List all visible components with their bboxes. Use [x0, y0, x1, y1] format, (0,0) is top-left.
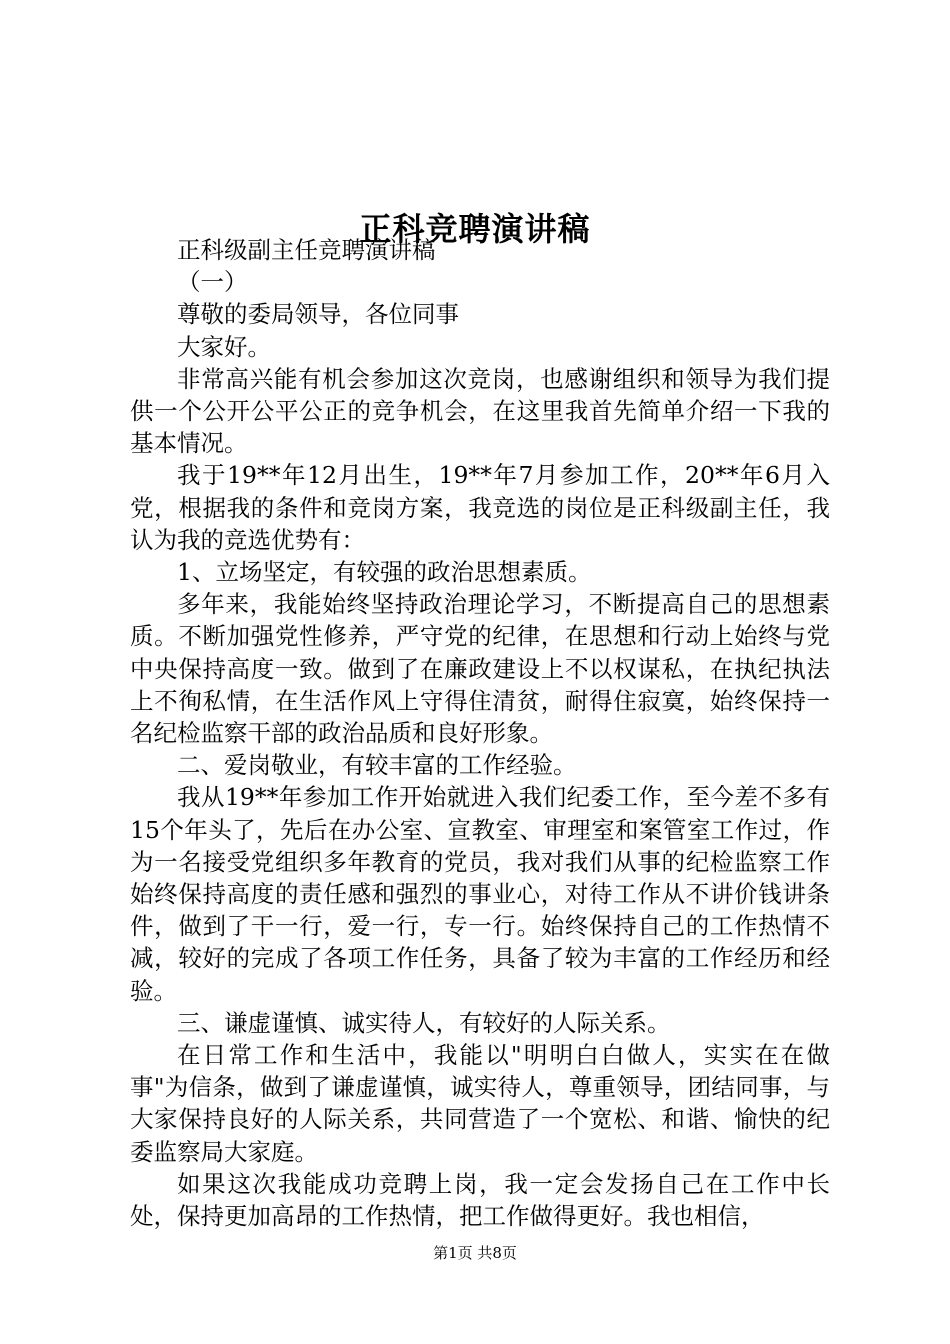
paragraph: （一） [177, 268, 248, 297]
paragraph: 正科级副主任竞聘演讲稿 [177, 236, 436, 264]
document-body [130, 234, 830, 1232]
paragraph: 尊敬的委局领导，各位同事 [177, 300, 459, 329]
paragraph: 三、谦虚谨慎、诚实待人，有较好的人际关系。 [177, 1008, 671, 1037]
paragraph: 二、爱岗敬业，有较丰富的工作经验。 [177, 751, 577, 780]
document-title: 正科竞聘演讲稿 [359, 210, 591, 249]
paragraph: 1、立场坚定，有较强的政治思想素质。 [177, 558, 592, 587]
paragraph: 我从19**年参加工作开始就进入我们纪委工作，至今差不多有15个年头了，先后在办公室、宣教室、审理室和案管室工作过，作为一名接受党组织多年教育的党员，我对我们从事的纪检监察工作始终保持高度的责任感和强烈的事业心，对待工作从不讲价钱讲条件，做到了干一行，爱一行，专一行。始终保持自己的工作热情不减，较好的完成了各项工作任务，具备了较为丰富的工作经历和经验。 [130, 783, 830, 1005]
page-number-footer: 第1页 共8页 [433, 1244, 517, 1262]
paragraph: 在日常工作和生活中，我能以"明明白白做人，实实在在做事"为信条，做到了谦虚谨慎，诚实待人，尊重领导，团结同事，与大家保持良好的人际关系，共同营造了一个宽松、和谐、愉快的纪委监察局大家庭。 [130, 1041, 830, 1166]
paragraph: 大家好。 [177, 332, 271, 361]
paragraph: 非常高兴能有机会参加这次竞岗，也感谢组织和领导为我们提供一个公开公平公正的竞争机会，在这里我首先简单介绍一下我的基本情况。 [130, 364, 830, 458]
paragraph: 我于19**年12月出生，19**年7月参加工作，20**年6月入党，根据我的条件和竞岗方案，我竞选的岗位是正科级副主任，我认为我的竞选优势有： [130, 461, 830, 554]
paragraph: 多年来，我能始终坚持政治理论学习，不断提高自己的思想素质。不断加强党性修养，严守党的纪律，在思想和行动上始终与党中央保持高度一致。做到了在廉政建设上不以权谋私，在执纪执法上不徇私情，在生活作风上守得住清贫，耐得住寂寞，始终保持一名纪检监察干部的政治品质和良好形象。 [130, 590, 830, 748]
paragraph: 如果这次我能成功竞聘上岗，我一定会发扬自己在工作中长处，保持更加高昂的工作热情，把工作做得更好。我也相信， [130, 1169, 830, 1231]
